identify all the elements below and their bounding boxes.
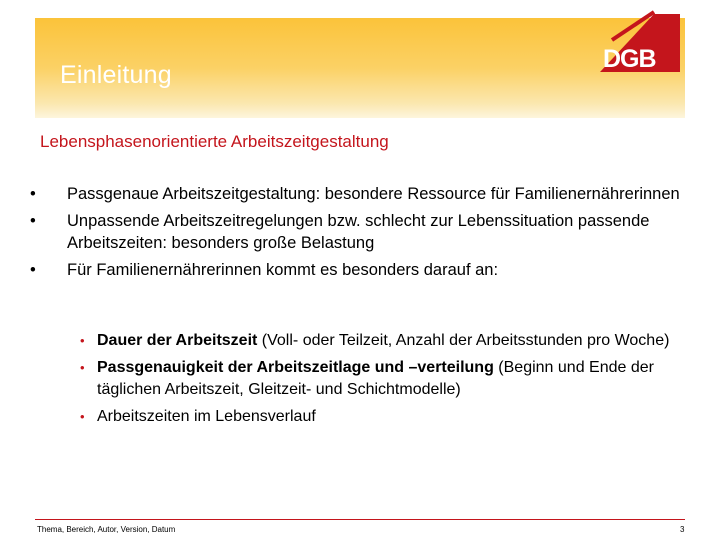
sub-list-item [80,330,690,352]
sub-bullet-marker: • [80,333,85,348]
list-item-text: Für Familienernährerinnen kommt es besonders darauf an: [67,261,499,279]
sub-list-item [80,357,690,401]
bullet-marker: • [30,212,36,230]
list-item [30,259,690,281]
slide-section-title: Einleitung [60,61,172,89]
bullet-marker: • [30,261,36,279]
sub-list-item-bold: Passgenauigkeit der Arbeitszeitlage und –verteilung [97,359,494,376]
sub-bullet-marker: • [80,360,85,375]
page-number: 3 [680,525,685,534]
sub-list-item-text: (Beginn und Ende der täglichen Arbeitszeit, Gleitzeit- und Schichtmodelle) [97,359,654,398]
sub-list-item-bold: Dauer der Arbeitszeit [97,332,258,349]
list-item [30,210,690,254]
footer-divider [35,519,685,520]
sub-bullet-list [80,330,690,433]
list-item [30,183,690,205]
bullet-marker: • [30,185,36,203]
bullet-list [30,183,690,286]
sub-list-item-text: Arbeitszeiten im Lebensverlauf [97,408,316,425]
sub-bullet-marker: • [80,409,85,424]
footer-meta: Thema, Bereich, Autor, Version, Datum [37,525,176,534]
list-item-text: Unpassende Arbeitszeitregelungen bzw. schlecht zur Lebenssituation passende Arbeitszeiten: besonders große Belastung [67,212,650,252]
sub-list-item [80,406,690,428]
logo-text: DGB [603,45,656,73]
slide-subtitle: Lebensphasenorientierte Arbeitszeitgestaltung [40,132,389,151]
sub-list-item-text: (Voll- oder Teilzeit, Anzahl der Arbeitsstunden pro Woche) [257,332,670,349]
list-item-text: Passgenaue Arbeitszeitgestaltung: besondere Ressource für Familienernährerinnen [67,185,680,203]
